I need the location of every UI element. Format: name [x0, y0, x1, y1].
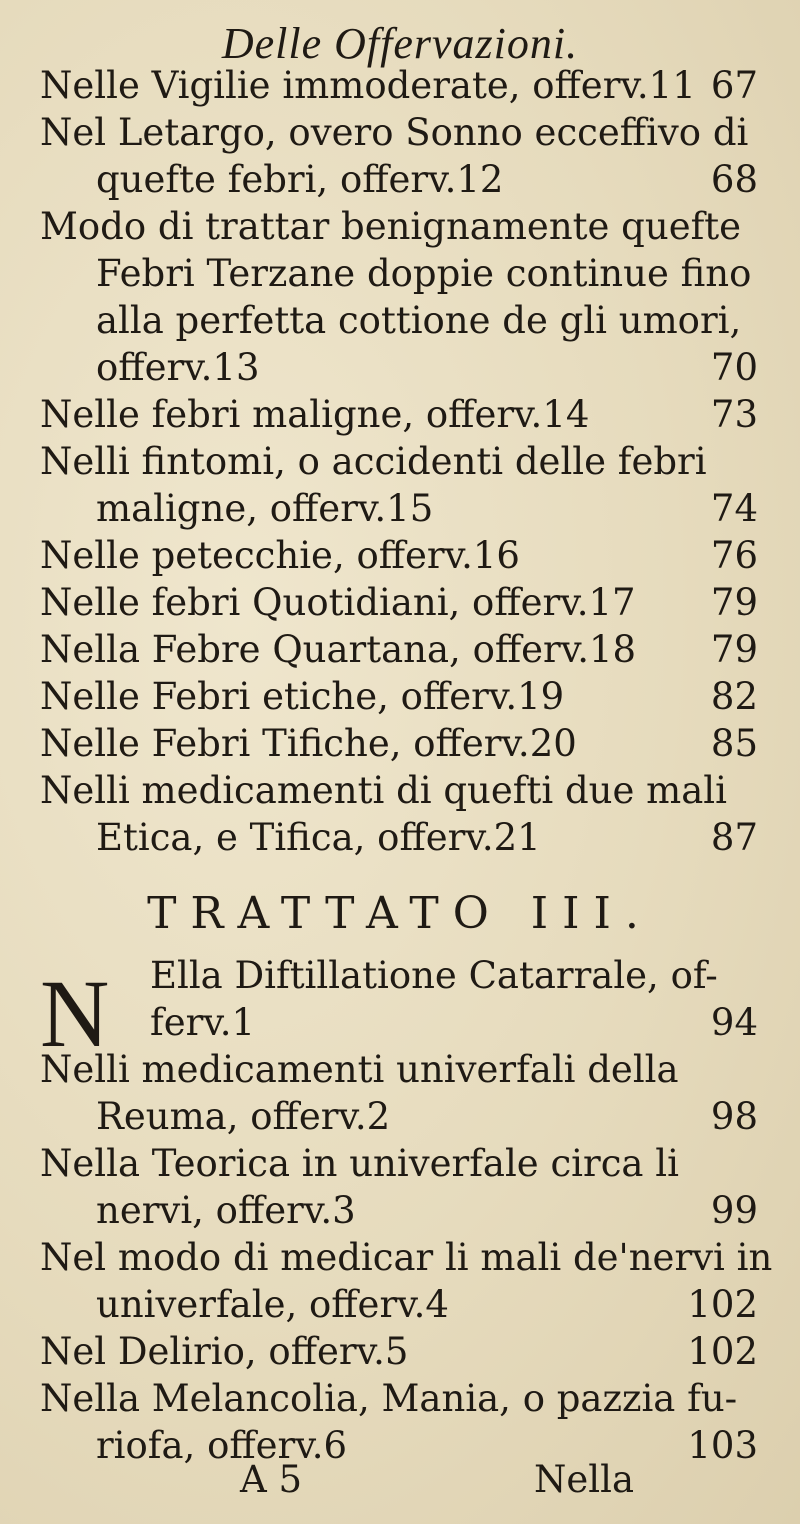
entry-text: Nelle petecchie, offerv.16 [40, 534, 520, 577]
index-entry [0, 485, 800, 532]
index-entry [0, 344, 800, 391]
entry-page-number: 98 [710, 1095, 758, 1138]
entry-page-number: 79 [710, 581, 758, 624]
entry-text: Febri Terzane doppie continue fino [96, 252, 752, 295]
entry-page-number: 102 [687, 1283, 758, 1326]
entry-page-number: 73 [710, 393, 758, 436]
entry-text: maligne, offerv.15 [96, 487, 434, 530]
index-entry [0, 109, 800, 156]
entry-page-number: 79 [710, 628, 758, 671]
index-entry [0, 814, 800, 861]
entry-text: riofa, offerv.6 [96, 1424, 348, 1467]
entry-text: Nelli medicamenti di quefti due mali [40, 769, 727, 812]
entry-text: Nelle Febri Tifiche, offerv.20 [40, 722, 577, 765]
entry-text: Nella Teorica in univerfale circa li [40, 1142, 679, 1185]
entry-text: Ella Diftillatione Catarrale, of- [150, 954, 718, 997]
index-entry [0, 1140, 800, 1187]
signature-mark: A 5 [240, 1458, 303, 1501]
index-entry [0, 1234, 800, 1281]
index-entry [0, 1187, 800, 1234]
index-entry [0, 250, 800, 297]
index-entry [0, 156, 800, 203]
entry-page-number: 99 [710, 1189, 758, 1232]
entry-page-number: 74 [710, 487, 758, 530]
page-footer [0, 1458, 800, 1508]
index-entry [0, 438, 800, 485]
index-entry [0, 1093, 800, 1140]
entry-text: quefte febri, offerv.12 [96, 158, 504, 201]
index-entry [0, 952, 800, 999]
entry-page-number: 102 [687, 1330, 758, 1373]
entry-page-number: 103 [687, 1424, 758, 1467]
index-entry [0, 297, 800, 344]
index-entry [0, 203, 800, 250]
entry-text: Nel modo di medicar li mali de'nervi in [40, 1236, 773, 1279]
catchword: Nella [534, 1458, 634, 1501]
entry-text: Nella Febre Quartana, offerv.18 [40, 628, 637, 671]
entry-page-number: 70 [710, 346, 758, 389]
entry-text: Nel Delirio, offerv.5 [40, 1330, 409, 1373]
entry-text: alla perfetta cottione de gli umori, [96, 299, 742, 342]
entry-page-number: 82 [710, 675, 758, 718]
entry-page-number: 68 [710, 158, 758, 201]
entry-text: Nelle febri maligne, offerv.14 [40, 393, 590, 436]
entry-text: Nelle Febri etiche, offerv.19 [40, 675, 565, 718]
entry-text: Nel Letargo, overo Sonno ecceffivo di [40, 111, 749, 154]
entry-text: Nelle Vigilie immoderate, offerv.11 [40, 64, 696, 107]
entry-text: Nella Melancolia, Mania, o pazzia fu- [40, 1377, 738, 1420]
index-entry [0, 62, 800, 109]
entry-text: Reuma, offerv.2 [96, 1095, 391, 1138]
index-entry [0, 532, 800, 579]
index-entry [0, 579, 800, 626]
drop-cap: N [40, 960, 110, 1067]
entry-text: Modo di trattar benignamente quefte [40, 205, 742, 248]
entry-text: Nelle febri Quotidiani, offerv.17 [40, 581, 636, 624]
running-header: Delle Offervazioni. [221, 19, 579, 68]
entry-page-number: 76 [710, 534, 758, 577]
entry-text: ferv.1 [150, 1001, 256, 1044]
entry-text: univerfale, offerv.4 [96, 1283, 449, 1326]
index-entry [0, 391, 800, 438]
entry-page-number: 94 [710, 1001, 758, 1044]
entry-page-number: 67 [710, 64, 758, 107]
index-entry [0, 673, 800, 720]
index-list [0, 62, 800, 861]
index-entry [0, 1328, 800, 1375]
index-entry [0, 720, 800, 767]
index-list-2 [0, 952, 800, 1469]
section-title: TRATTATO III. [147, 888, 653, 939]
entry-page-number: 85 [710, 722, 758, 765]
entry-text: nervi, offerv.3 [96, 1189, 356, 1232]
index-entry [0, 1375, 800, 1422]
entry-page-number: 87 [710, 816, 758, 859]
index-entry [0, 1281, 800, 1328]
index-entry [0, 999, 800, 1046]
index-entry [0, 626, 800, 673]
entry-text: offerv.13 [96, 346, 260, 389]
entry-text: Nelli fintomi, o accidenti delle febri [40, 440, 707, 483]
entry-text: Nelli medicamenti univerfali della [40, 1048, 679, 1091]
index-entry [0, 1046, 800, 1093]
index-entry [0, 767, 800, 814]
entry-text: Etica, e Tifica, offerv.21 [96, 816, 541, 859]
